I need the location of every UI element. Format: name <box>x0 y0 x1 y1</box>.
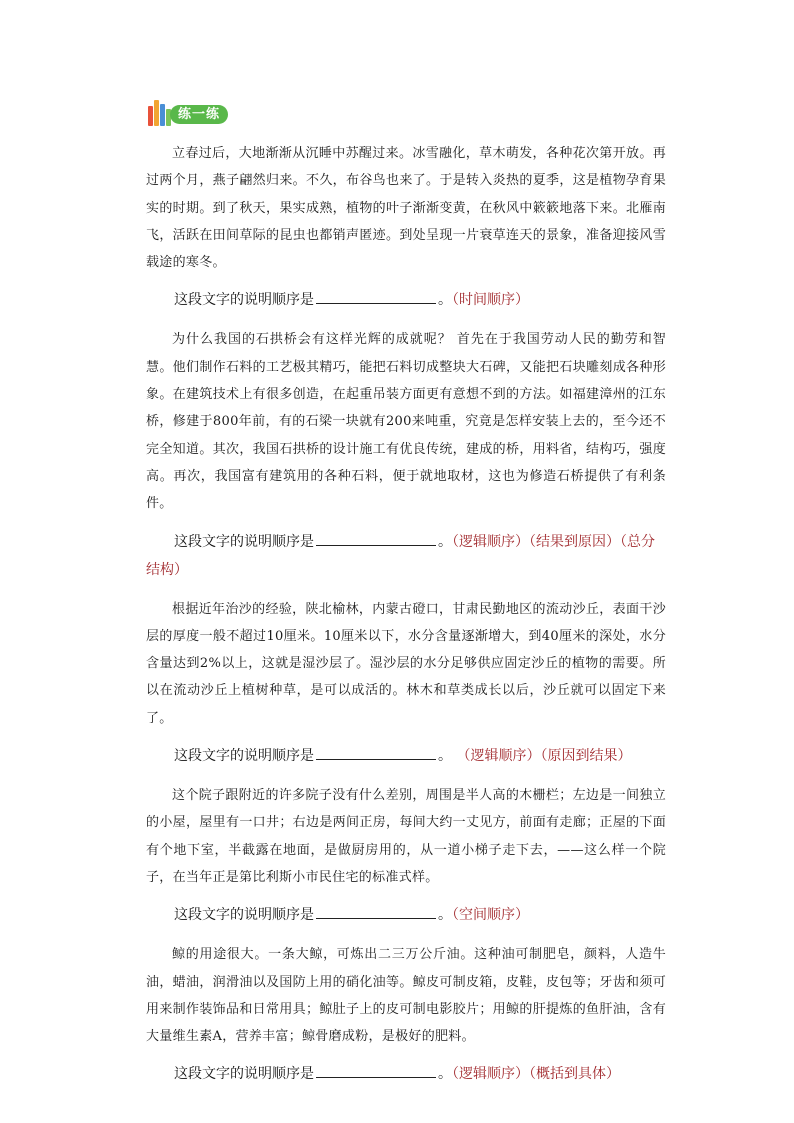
question-prefix: 这段文字的说明顺序是 <box>174 1066 314 1083</box>
question-prefix: 这段文字的说明顺序是 <box>174 748 314 765</box>
answer-text: （逻辑顺序）（原因到结果） <box>452 748 632 765</box>
paragraph: 为什么我国的石拱桥会有这样光辉的成就呢？ 首先在于我国劳动人民的勤劳和智慧。他们制作石料的工艺极其精巧，能把石料切成整块大石碑，又能把石块雕刻成各种形象。在建筑技术上有很多创造，在起重吊装方面更有意想不到的方法。如福建漳州的江东桥，修建于800年前，有的石梁一块就有200来吨重，究竟是怎样安装上去的，至今还不完全知道。其次，我国石拱桥的设计施工有优良传统，建成的桥，用料省，结构巧，强度高。再次，我国富有建筑用的各种石料，便于就地取材，这也为修造石桥提供了有利条件。 <box>146 332 666 512</box>
question-suffix: 。 <box>438 907 452 924</box>
answer-blank[interactable] <box>316 533 436 546</box>
exercise-page <box>146 96 666 1100</box>
question-prefix: 这段文字的说明顺序是 <box>174 907 314 924</box>
question-suffix: 。 <box>438 292 452 309</box>
answer-blank[interactable] <box>316 906 436 919</box>
section-1 <box>146 140 666 314</box>
answer-blank[interactable] <box>316 747 436 760</box>
section-5 <box>146 941 666 1088</box>
paragraph: 这个院子跟附近的许多院子没有什么差别，周围是半人高的木栅栏；左边是一间独立的小屋，屋里有一口井；右边是两间正房，每间大约一丈见方，前面有走廊；正屋的下面有个地下室，半截露在地面，是做厨房用的，从一道小梯子走下去，——这么样一个院子，在当年正是第比利斯小市民住宅的标准式样。 <box>146 788 666 885</box>
answer-text: （时间顺序） <box>452 292 529 309</box>
answer-blank[interactable] <box>316 1065 436 1078</box>
answer-text: （逻辑顺序）（结果到原因）（总分结构） <box>146 533 655 578</box>
question-suffix: 。 <box>438 1066 452 1083</box>
question-line <box>146 742 666 770</box>
question-line <box>146 1060 666 1088</box>
section-3 <box>146 596 666 770</box>
question-suffix: 。 <box>438 748 452 765</box>
section-2 <box>146 326 666 583</box>
answer-text: （空间顺序） <box>452 907 529 924</box>
answer-text: （逻辑顺序）（概括到具体） <box>452 1066 620 1083</box>
paragraph: 根据近年治沙的经验，陕北榆林，内蒙古磴口，甘肃民勤地区的流动沙丘，表面干沙层的厚度一般不超过10厘米。10厘米以下，水分含量逐渐增大，到40厘米的深处，水分含量达到2%以上，这就是湿沙层了。湿沙层的水分足够供应固定沙丘的植物的需要。所以在流动沙丘上植树种草，是可以成活的。林木和草类成长以后，沙丘就可以固定下来了。 <box>146 601 666 726</box>
answer-blank[interactable] <box>316 291 436 304</box>
question-line <box>146 286 666 314</box>
paragraph: 鲸的用途很大。一条大鲸，可炼出二三万公斤油。这种油可制肥皂，颜料，人造牛油，蜡油，润滑油以及国防上用的硝化油等。鲸皮可制皮箱，皮鞋，皮包等；牙齿和须可用来制作装饰品和日常用具；鲸肚子上的皮可制电影胶片；用鲸的肝提炼的鱼肝油，含有大量维生素A，营养丰富；鲸骨磨成粉，是极好的肥料。 <box>146 947 666 1045</box>
question-line <box>146 528 666 584</box>
question-prefix: 这段文字的说明顺序是 <box>174 533 314 550</box>
badge-label: 练一练 <box>170 105 228 124</box>
paragraph: 立春过后，大地渐渐从沉睡中苏醒过来。冰雪融化，草木萌发，各种花次第开放。再过两个月，燕子翩然归来。不久，布谷鸟也来了。于是转入炎热的夏季，这是植物孕育果实的时期。到了秋天，果实成熟，植物的叶子渐渐变黄，在秋风中簌簌地落下来。北雁南飞，活跃在田间草际的昆虫也都销声匿迹。到处呈现一片衰草连天的景象，准备迎接风雪载途的寒冬。 <box>146 146 666 271</box>
question-line <box>146 901 666 929</box>
section-4 <box>146 782 666 929</box>
question-prefix: 这段文字的说明顺序是 <box>174 292 314 309</box>
practice-badge <box>148 96 248 130</box>
question-suffix: 。 <box>438 533 452 550</box>
